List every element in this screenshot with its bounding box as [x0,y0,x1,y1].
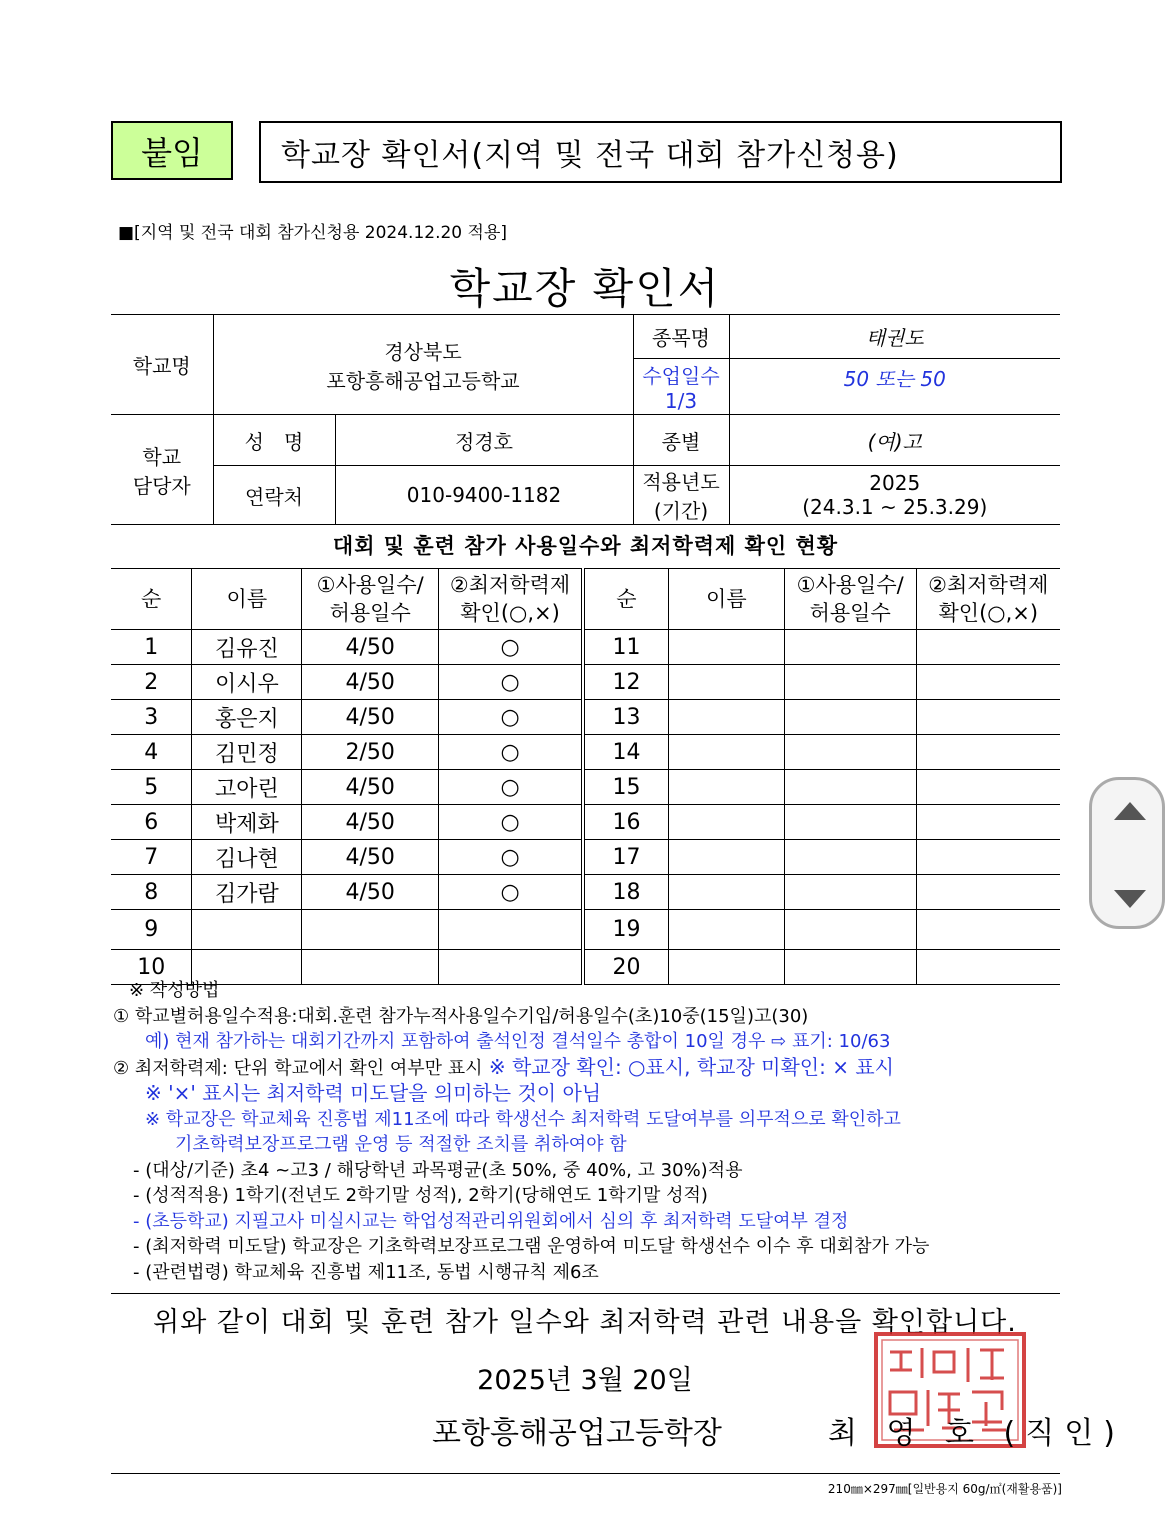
cell-empty [916,840,1060,875]
cell-empty [916,770,1060,805]
paper-spec: 210㎜×297㎜[일반용지 60g/㎡(재활용품)] [827,1482,1062,1496]
cell-empty [784,630,916,665]
header-days: ①사용일수/ 허용일수 [302,569,439,630]
cell-no: 16 [585,805,669,840]
cell-no: 17 [585,840,669,875]
cell-empty [668,665,784,700]
cell-empty [916,805,1060,840]
issue-date: 2025년 3월 20일 [477,1365,693,1396]
cell-no: 20 [585,950,669,985]
cell-empty [784,840,916,875]
student-list-right [584,568,1060,985]
table-row [111,665,582,700]
table-row [111,840,582,875]
scroll-down-icon[interactable] [1114,890,1146,908]
table-row [585,630,1061,665]
cell-no: 7 [111,840,192,875]
cell-name: 김민정 [192,735,302,770]
cell-check: ○ [439,840,582,875]
table-row [585,910,1061,950]
cell-check: ○ [439,735,582,770]
table-row [585,665,1061,700]
cell-empty [916,875,1060,910]
detail-5: - (관련법령) 학교체육 진흥법 제11조, 동법 시행규칙 제6조 [133,1261,599,1283]
table-row [585,805,1061,840]
school-principal-title: 포항흥해공업고등학장 [432,1416,722,1451]
days-value: 50 또는 50 [729,359,1060,415]
confirmation-text: 위와 같이 대회 및 훈련 참가 일수와 최저학력 관련 내용을 확인합니다. [153,1307,1017,1338]
scroll-up-icon[interactable] [1114,802,1146,820]
cell-days: 4/50 [302,630,439,665]
cell-empty [784,910,916,950]
note-1: ① 학교별허용일수적용:대회.훈련 참가누적사용일수기입/허용일수(초)10중(15일)고(30) [113,1005,809,1027]
cell-days [302,910,439,950]
cell-check: ○ [439,770,582,805]
notes-heading: ※ 작성방법 [129,980,220,1001]
document-title-box: 학교장 확인서(지역 및 전국 대회 참가신청용) [259,121,1062,183]
detail-1: - (대상/기준) 초4 ~고3 / 해당학년 과목평균(초 50%, 중 40%, 고 30%)적용 [133,1159,743,1181]
cell-empty [784,665,916,700]
cell-check: ○ [439,700,582,735]
cell-name: 박제화 [192,805,302,840]
divider [111,1293,1060,1294]
header-check: ②최저학력제 확인(○,×) [439,569,582,630]
sport-value: 태권도 [729,315,1060,359]
days-label: 수업일수 1/3 [633,359,729,415]
header-name: 이름 [668,569,784,630]
cell-no: 18 [585,875,669,910]
name-label: 성 명 [213,415,335,466]
header-check: ②최저학력제 확인(○,×) [916,569,1060,630]
writing-instructions [113,978,1063,1285]
staff-label: 학교 담당자 [111,415,213,525]
table-row [111,770,582,805]
cell-empty [784,875,916,910]
subheading: ■[지역 및 전국 대회 참가신청용 2024.12.20 적용] [118,223,507,243]
cell-name: 홍은지 [192,700,302,735]
school-info-table [111,314,1060,525]
contact-value: 010-9400-1182 [335,466,633,525]
table-row [585,735,1061,770]
cell-empty [784,770,916,805]
cell-no: 14 [585,735,669,770]
header-name: 이름 [192,569,302,630]
cell-no: 8 [111,875,192,910]
table-row [111,630,582,665]
year-label: 적용년도 (기간) [633,466,729,525]
cell-empty [784,805,916,840]
detail-2: - (성적적용) 1학기(전년도 2학기말 성적), 2학기(당해연도 1학기말 성적) [133,1185,708,1206]
cell-check: ○ [439,630,582,665]
cell-no: 5 [111,770,192,805]
cell-no: 12 [585,665,669,700]
contact-label: 연락처 [213,466,335,525]
cell-days: 4/50 [302,840,439,875]
year-value: 2025 (24.3.1 ~ 25.3.29) [729,466,1060,525]
table-row [111,805,582,840]
principal-name: 최 영 호 (직인) [828,1416,1125,1451]
cell-no: 6 [111,805,192,840]
cell-empty [784,700,916,735]
cell-no: 13 [585,700,669,735]
note-3: ※ '×' 표시는 최저학력 미도달을 의미하는 것이 아님 [145,1081,602,1105]
cell-empty [668,630,784,665]
table-row [585,840,1061,875]
cell-check: ○ [439,665,582,700]
name-value: 정경호 [335,415,633,466]
cell-name: 고아린 [192,770,302,805]
cell-check: ○ [439,875,582,910]
cell-no: 15 [585,770,669,805]
table-row [585,770,1061,805]
student-list-left [111,568,582,985]
header-no: 순 [111,569,192,630]
cell-days: 4/50 [302,805,439,840]
cell-days: 4/50 [302,665,439,700]
cell-empty [916,700,1060,735]
cell-name: 이시우 [192,665,302,700]
cell-days: 2/50 [302,735,439,770]
cell-no: 2 [111,665,192,700]
cell-empty [916,665,1060,700]
note-4-line2: 기초학력보장프로그램 운영 등 적절한 조치를 취하여야 함 [175,1134,627,1155]
table-row [111,735,582,770]
detail-4: - (최저학력 미도달) 학교장은 기초학력보장프로그램 운영하여 미도달 학생선수 이수 후 대회참가 가능 [133,1236,930,1257]
header-days: ①사용일수/ 허용일수 [784,569,916,630]
sport-label: 종목명 [633,315,729,359]
cell-no: 4 [111,735,192,770]
cell-empty [916,735,1060,770]
note-2: ② 최저학력제: 단위 학교에서 확인 여부만 표시 ※ 학교장 확인: ○표시, 학교장 미확인: × 표시 [113,1054,894,1079]
cell-name: 김나현 [192,840,302,875]
type-value: (여)고 [729,415,1060,466]
cell-empty [916,630,1060,665]
table-row [585,700,1061,735]
section-title: 대회 및 훈련 참가 사용일수와 최저학력제 확인 현황 [332,534,839,558]
cell-check: ○ [439,805,582,840]
table-row [111,910,582,950]
cell-days: 4/50 [302,700,439,735]
cell-days: 4/50 [302,770,439,805]
school-name: 경상북도 포항흥해공업고등학교 [213,315,633,415]
cell-empty [668,805,784,840]
cell-no: 19 [585,910,669,950]
cell-no: 9 [111,910,192,950]
cell-name: 김가람 [192,875,302,910]
footer-divider [111,1473,1060,1474]
cell-name [192,910,302,950]
cell-empty [668,700,784,735]
cell-no: 11 [585,630,669,665]
type-label: 종별 [633,415,729,466]
cell-empty [668,770,784,805]
scroll-widget[interactable] [1089,777,1165,929]
cell-empty [668,875,784,910]
cell-days: 4/50 [302,875,439,910]
detail-3: - (초등학교) 지필고사 미실시교는 학업성적관리위원회에서 심의 후 최저학력 도달여부 결정 [133,1210,849,1232]
table-row [111,700,582,735]
cell-no: 10 [111,950,192,985]
cell-name: 김유진 [192,630,302,665]
cell-check [439,910,582,950]
cell-no: 1 [111,630,192,665]
cell-empty [668,840,784,875]
note-1-example: 예) 현재 참가하는 대회기간까지 포함하여 출석인정 결석일수 총합이 10일 경우 ⇨ 표기: 10/63 [145,1031,891,1052]
cell-empty [668,735,784,770]
note-4-line1: ※ 학교장은 학교체육 진흥법 제11조에 따라 학생선수 최저학력 도달여부를 의무적으로 확인하고 [145,1108,901,1130]
attachment-badge: 붙임 [111,121,233,180]
table-row [585,875,1061,910]
school-label: 학교명 [111,315,213,415]
table-row [111,875,582,910]
header-no: 순 [585,569,669,630]
cell-empty [784,735,916,770]
cell-no: 3 [111,700,192,735]
cell-empty [668,910,784,950]
cell-empty [916,910,1060,950]
page-title: 학교장 확인서 [449,264,721,313]
